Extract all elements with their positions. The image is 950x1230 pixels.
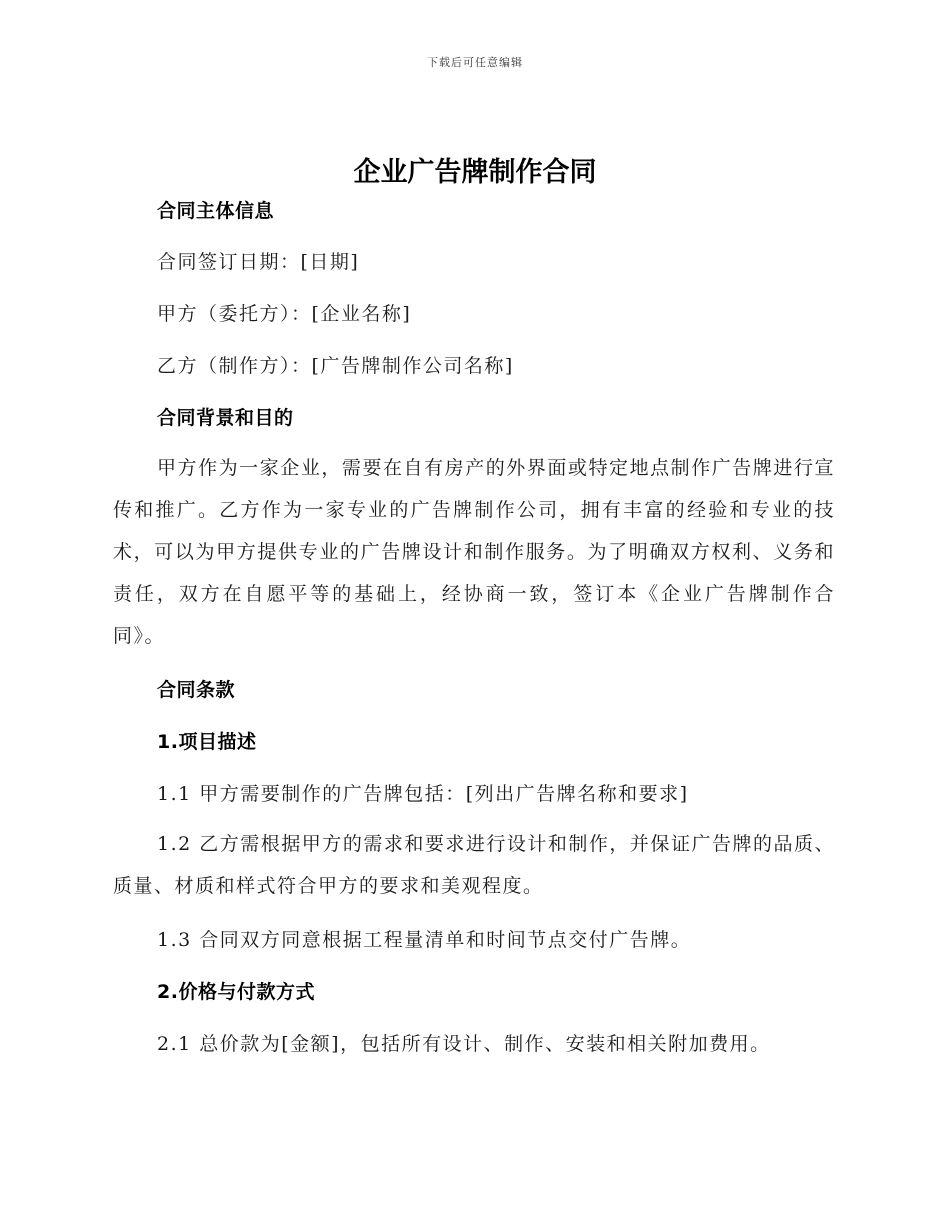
section-heading-background: 合同背景和目的 [157, 407, 294, 429]
item2-1-line: 2.1 总价款为[金额]，包括所有设计、制作、安装和相关附加费用。 [157, 1033, 771, 1055]
sign-date-line: 合同签订日期：[日期] [157, 251, 360, 273]
section-heading-parties: 合同主体信息 [157, 200, 275, 222]
item1-2-paragraph: 1.2 乙方需根据甲方的需求和要求进行设计和制作，并保证广告牌的品质、质量、材质和样式符合甲方的要求和美观程度。 [113, 833, 835, 897]
item1-3-line: 1.3 合同双方同意根据工程量清单和时间节点交付广告牌。 [157, 929, 692, 951]
header-note: 下载后可任意编辑 [427, 56, 523, 69]
section-heading-terms: 合同条款 [157, 679, 236, 701]
item1-1-line: 1.1 甲方需要制作的广告牌包括：[列出广告牌名称和要求] [157, 783, 689, 805]
item2-heading: 2.价格与付款方式 [157, 981, 315, 1003]
party-a-line: 甲方（委托方）：[企业名称] [157, 303, 412, 325]
item1-heading: 1.项目描述 [157, 731, 257, 753]
party-b-line: 乙方（制作方）：[广告牌制作公司名称] [157, 355, 514, 377]
document-title: 企业广告牌制作合同 [353, 157, 597, 188]
background-paragraph: 甲方作为一家企业，需要在自有房产的外界面或特定地点制作广告牌进行宣传和推广。乙方作为一家专业的广告牌制作公司，拥有丰富的经验和专业的技术，可以为甲方提供专业的广告牌设计和制作服务。为了明确双方权利、义务和责任，双方在自愿平等的基础上，经协商一致，签订本《企业广告牌制作合同》。 [113, 457, 835, 647]
